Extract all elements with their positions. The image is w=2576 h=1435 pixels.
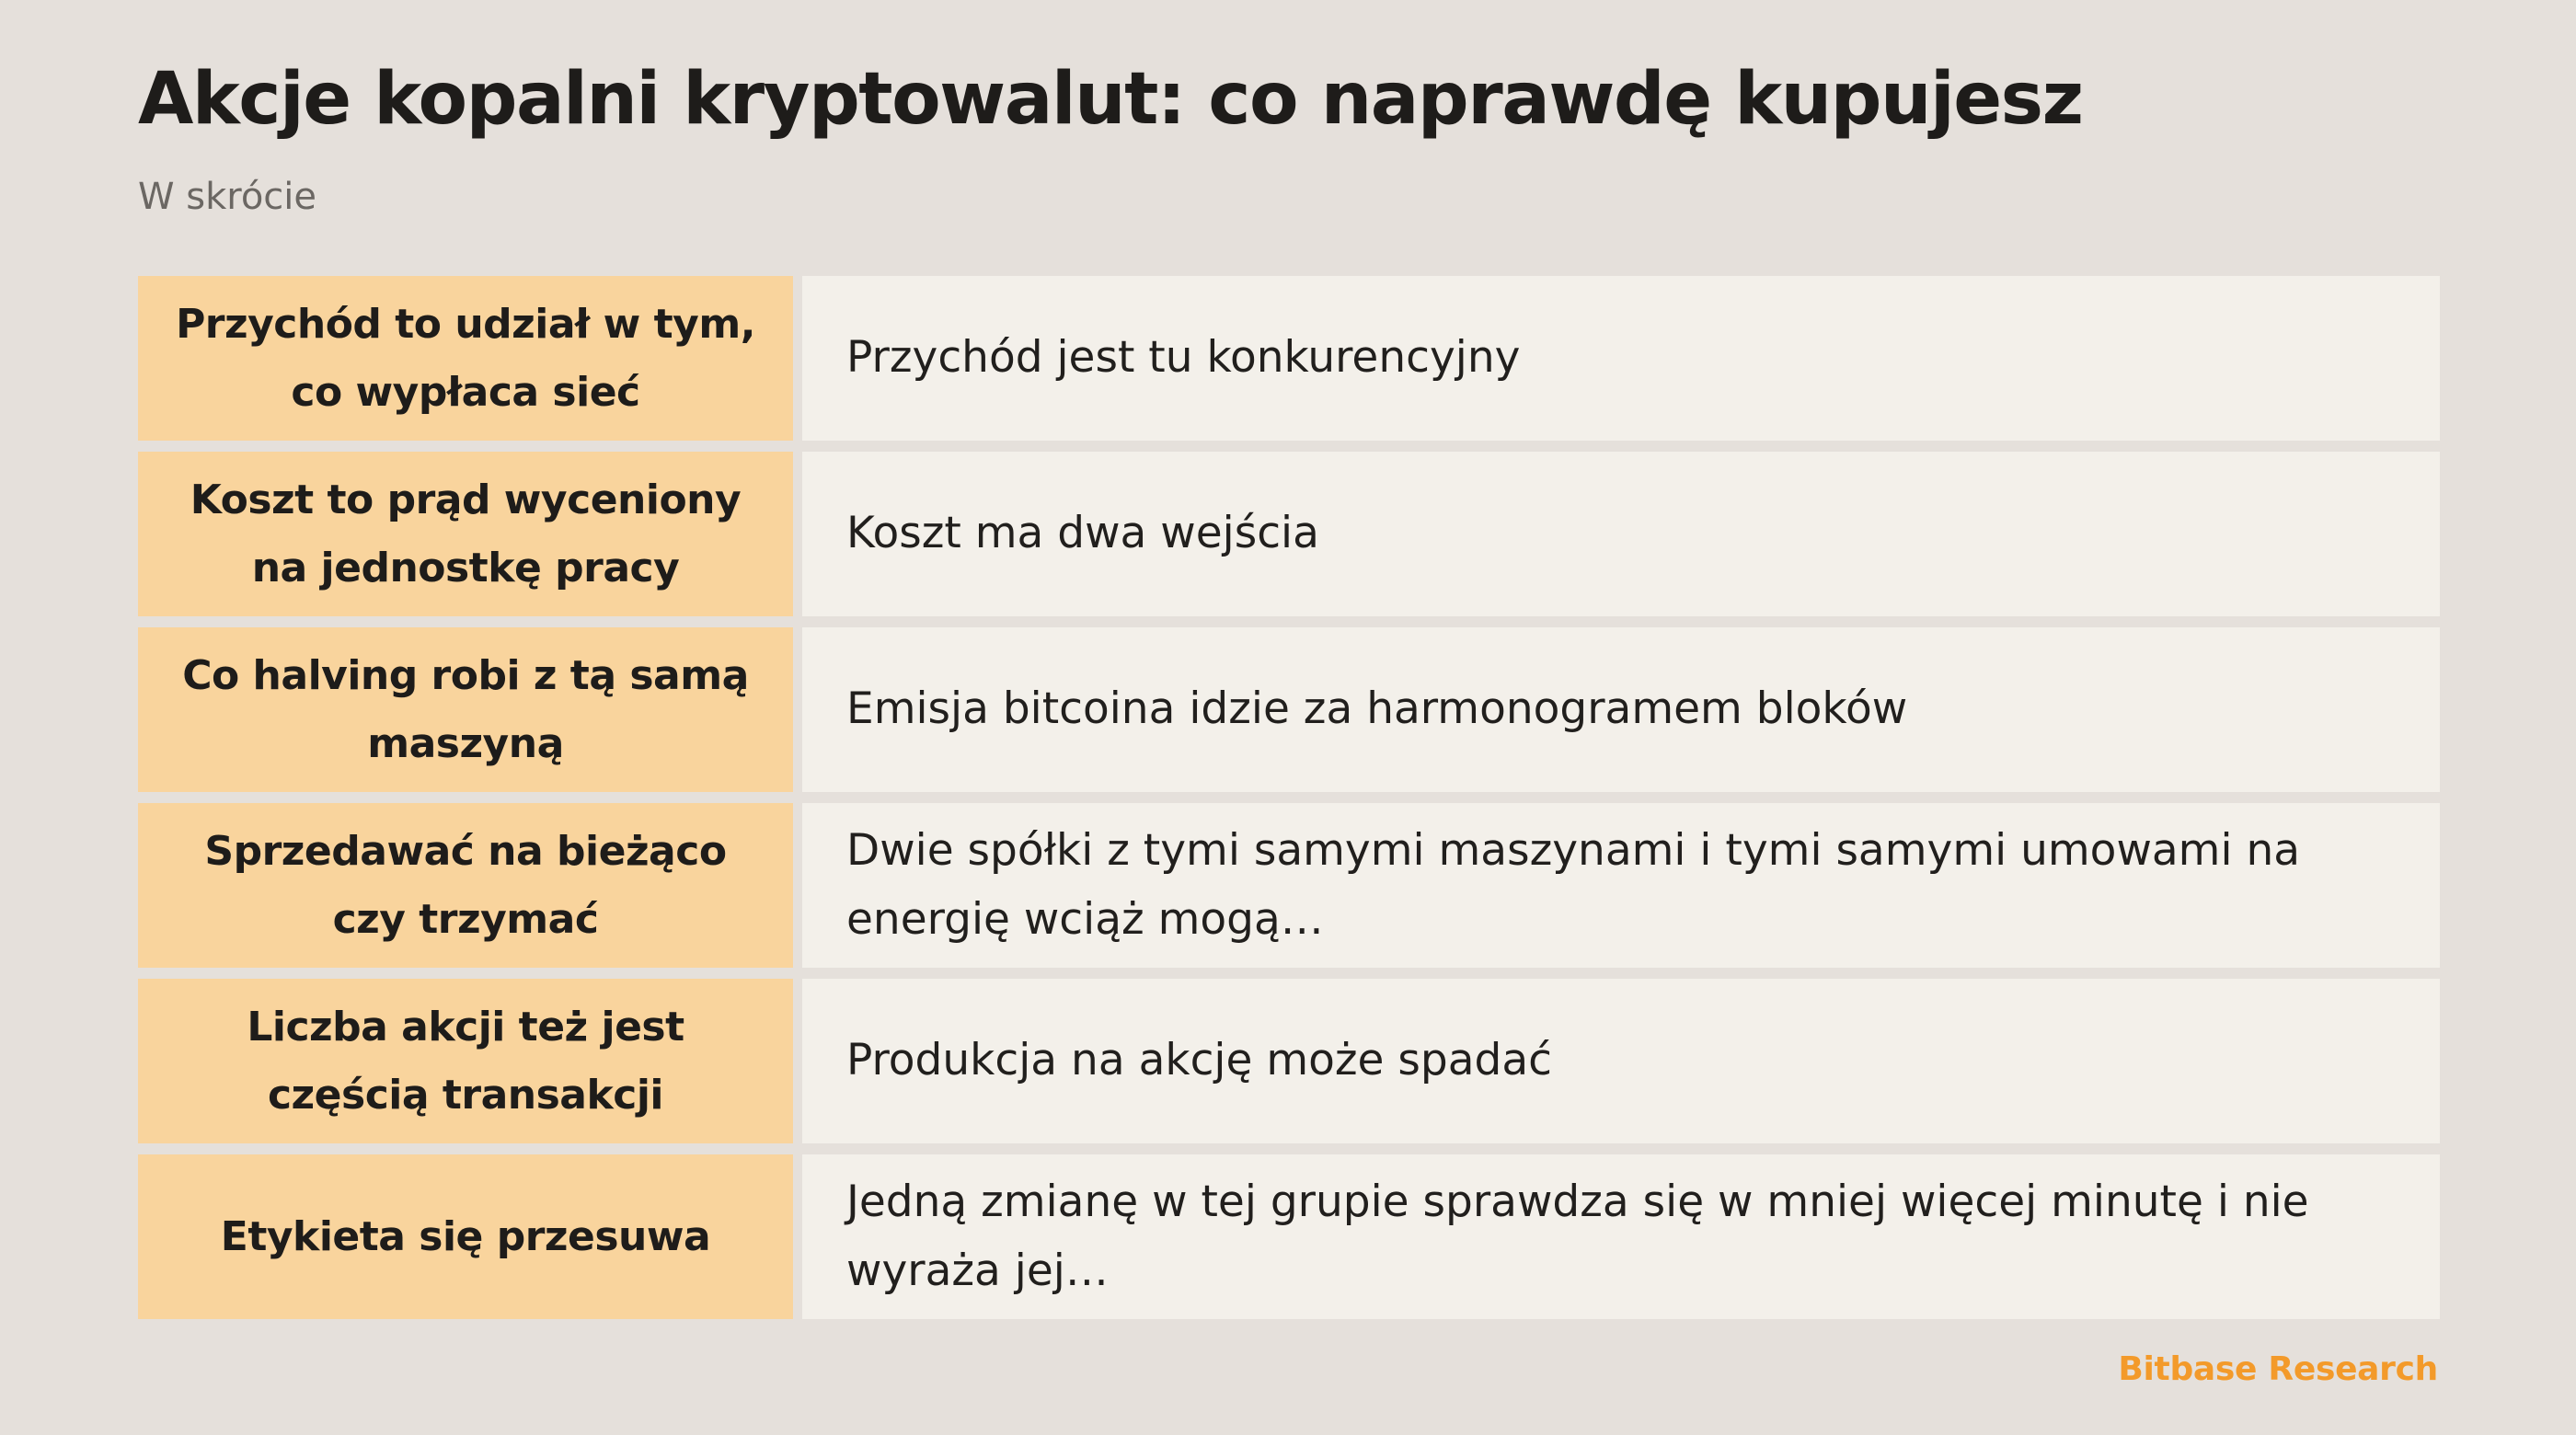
row-description: Dwie spółki z tymi samymi maszynami i tymi samymi umowami na energię wciąż mogą… bbox=[846, 825, 2301, 945]
row-description-cell bbox=[802, 979, 2440, 1143]
summary-row bbox=[138, 627, 2440, 792]
row-label: Liczba akcji też jest częścią transakcji bbox=[247, 1003, 684, 1119]
summary-table bbox=[138, 276, 2440, 1319]
brand-footer: Bitbase Research bbox=[2118, 1350, 2438, 1388]
summary-row bbox=[138, 452, 2440, 616]
row-label-cell bbox=[138, 1154, 793, 1319]
row-label: Koszt to prąd wyceniony na jednostkę pracy bbox=[190, 476, 742, 591]
summary-row bbox=[138, 1154, 2440, 1319]
row-description-cell bbox=[802, 803, 2440, 968]
row-label-cell bbox=[138, 276, 793, 441]
row-label: Przychód to udział w tym, co wypłaca sieć bbox=[176, 300, 755, 416]
row-description-cell bbox=[802, 627, 2440, 792]
row-description: Jedną zmianę w tej grupie sprawdza się w mniej więcej minutę i nie wyraża jej… bbox=[846, 1177, 2309, 1296]
row-label-cell bbox=[138, 452, 793, 616]
row-description: Przychód jest tu konkurencyjny bbox=[846, 332, 1521, 384]
row-label-cell bbox=[138, 979, 793, 1143]
summary-row bbox=[138, 803, 2440, 968]
row-description: Koszt ma dwa wejścia bbox=[846, 508, 1319, 559]
row-description: Emisja bitcoina idzie za harmonogramem bloków bbox=[846, 683, 1908, 735]
summary-row bbox=[138, 979, 2440, 1143]
row-description: Produkcja na akcję może spadać bbox=[846, 1035, 1553, 1086]
row-description-cell bbox=[802, 1154, 2440, 1319]
row-label: Co halving robi z tą samą maszyną bbox=[182, 651, 749, 767]
summary-row bbox=[138, 276, 2440, 441]
page-subtitle: W skrócie bbox=[138, 176, 317, 218]
row-label: Etykieta się przesuwa bbox=[220, 1212, 711, 1260]
row-label-cell bbox=[138, 803, 793, 968]
page-title: Akcje kopalni kryptowalut: co naprawdę kupujesz bbox=[138, 58, 2083, 141]
row-label: Sprzedawać na bieżąco czy trzymać bbox=[204, 827, 727, 943]
row-description-cell bbox=[802, 276, 2440, 441]
row-label-cell bbox=[138, 627, 793, 792]
row-description-cell bbox=[802, 452, 2440, 616]
